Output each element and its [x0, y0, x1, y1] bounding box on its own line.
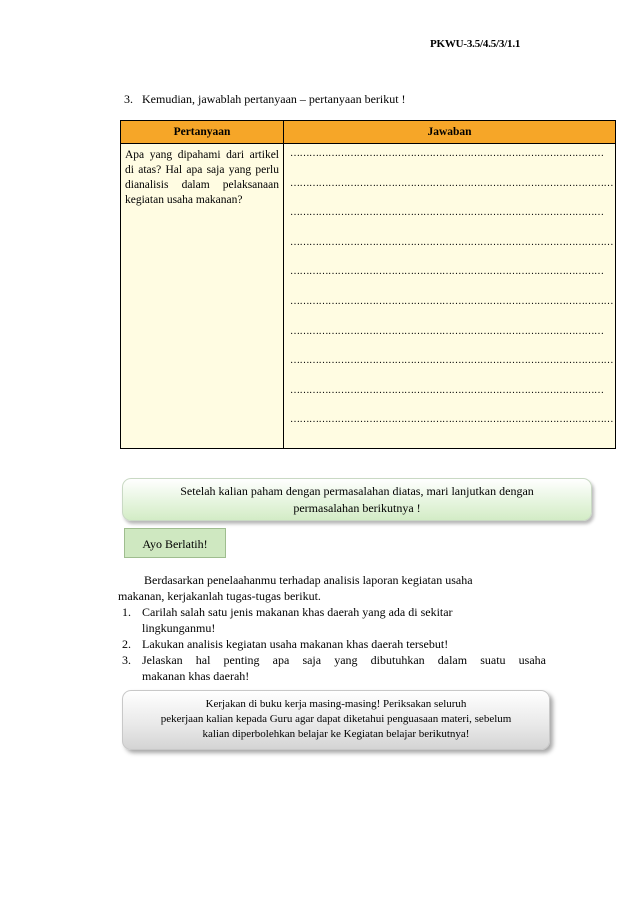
question-answer-table: [120, 120, 616, 449]
task-number: 2.: [122, 637, 131, 651]
task-text: Lakukan analisis kegiatan usaha makanan khas daerah tersebut!: [142, 637, 449, 651]
list-item: [118, 604, 546, 636]
transition-box: [122, 478, 592, 521]
practice-label: Ayo Berlatih!: [124, 528, 226, 558]
answer-line: ………………………………………………………………………………………: [290, 207, 604, 219]
task-section: [118, 572, 546, 684]
header-answer: Jawaban: [284, 121, 616, 144]
answer-line: …………………………………………………………………………………………: [290, 355, 613, 367]
task-number: 1.: [122, 605, 131, 619]
table-row: [121, 144, 616, 449]
closing-line-3: kalian diperbolehkan belajar ke Kegiatan belajar berikutnya!: [202, 728, 470, 740]
document-code: PKWU-3.5/4.5/3/1.1: [430, 38, 521, 50]
task-intro-line-1: Berdasarkan penelaahanmu terhadap analisis laporan kegiatan usaha: [144, 573, 473, 587]
task-list: [118, 604, 546, 684]
answer-line: ………………………………………………………………………………………: [290, 266, 604, 278]
closing-line-1: Kerjakan di buku kerja masing-masing! Periksakan seluruh: [205, 698, 467, 710]
header-question: Pertanyaan: [121, 121, 284, 144]
task-intro-line-2: makanan, kerjakanlah tugas-tugas berikut.: [118, 589, 321, 603]
answer-line: …………………………………………………………………………………………: [290, 295, 613, 307]
answer-line: ………………………………………………………………………………………: [290, 384, 604, 396]
instruction: [124, 92, 406, 107]
closing-line-2: pekerjaan kalian kepada Guru agar dapat diketahui penguasaan materi, sebelum: [160, 713, 512, 725]
list-item: [118, 636, 546, 652]
answer-line: …………………………………………………………………………………………: [290, 414, 613, 426]
list-item: [118, 652, 546, 684]
answer-line: ………………………………………………………………………………………: [290, 325, 604, 337]
task-text-cont: lingkunganmu!: [142, 621, 216, 635]
instruction-number: 3.: [124, 92, 133, 106]
task-text: Carilah salah satu jenis makanan khas daerah yang ada di sekitar: [142, 605, 453, 619]
closing-note-box: [122, 690, 550, 750]
table-header-row: [121, 121, 616, 144]
question-cell: Apa yang dipahami dari artikel di atas? Hal apa saja yang perlu dianalisis dalam pelaksanaan kegiatan usaha makanan?: [121, 144, 284, 449]
answer-line: …………………………………………………………………………………………: [290, 177, 613, 189]
task-text: Jelaskan hal penting apa saja yang dibutuhkan dalam suatu usaha: [142, 653, 546, 667]
answer-line: ………………………………………………………………………………………: [290, 148, 604, 159]
instruction-text: Kemudian, jawablah pertanyaan – pertanyaan berikut !: [142, 92, 406, 106]
task-text-cont: makanan khas daerah!: [142, 669, 250, 683]
transition-line-1: Setelah kalian paham dengan permasalahan diatas, mari lanjutkan dengan: [180, 484, 534, 498]
task-number: 3.: [122, 653, 131, 667]
answer-line: …………………………………………………………………………………………: [290, 236, 613, 248]
answer-cell[interactable]: [284, 144, 616, 449]
transition-line-2: permasalahan berikutnya !: [293, 501, 421, 515]
